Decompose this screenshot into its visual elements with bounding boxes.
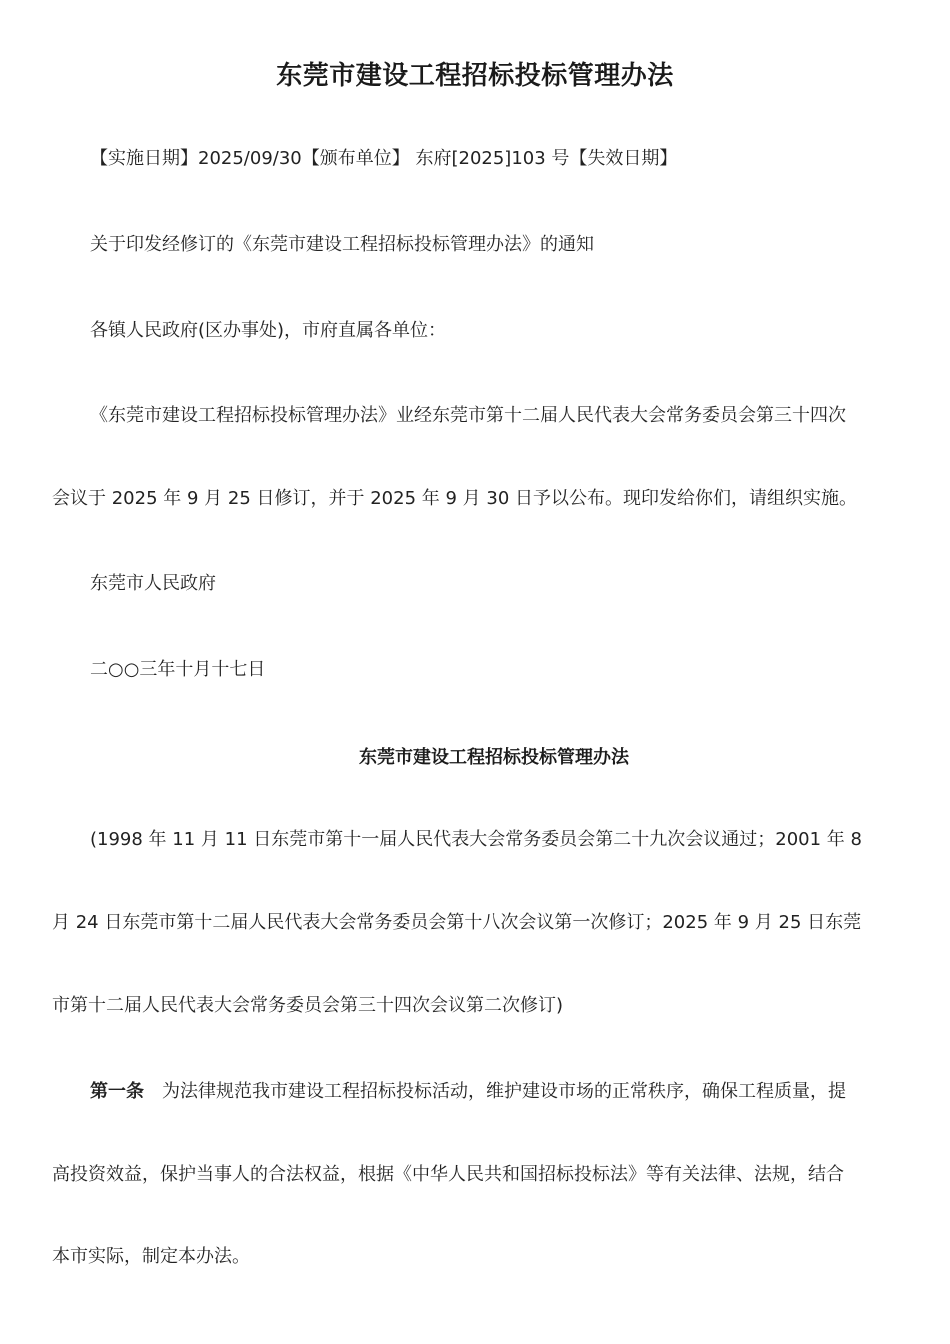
issue-date: 二○○三年十月十七日 [90, 659, 266, 680]
body-paragraph-line-2: 会议于 2025 年 9 月 25 日修订，并于 2025 年 9 月 30 日予以公布。现印发给你们，请组织实施。 [52, 488, 857, 509]
article-1-line-3: 本市实际，制定本办法。 [52, 1246, 250, 1267]
document-title: 东莞市建设工程招标投标管理办法 [276, 61, 674, 91]
notice-title: 关于印发经修订的《东莞市建设工程招标投标管理办法》的通知 [90, 234, 594, 255]
history-line-3: 市第十二届人民代表大会常务委员会第三十四次会议第二次修订) [52, 995, 564, 1016]
sub-title: 东莞市建设工程招标投标管理办法 [359, 747, 629, 768]
meta-line: 【实施日期】2025/09/30【颁布单位】 东府[2025]103 号【失效日期】 [90, 148, 678, 169]
signature: 东莞市人民政府 [90, 573, 216, 594]
article-1-line-2: 高投资效益，保护当事人的合法权益，根据《中华人民共和国招标投标法》等有关法律、法规，结合 [52, 1164, 844, 1185]
history-line-1: (1998 年 11 月 11 日东莞市第十一届人民代表大会常务委员会第二十九次会议通过；2001 年 8 [90, 829, 862, 850]
article-1-line-1 [90, 1080, 846, 1104]
article-1-text: 为法律规范我市建设工程招标投标活动，维护建设市场的正常秩序，确保工程质量，提 [162, 1081, 846, 1102]
body-paragraph-line-1: 《东莞市建设工程招标投标管理办法》业经东莞市第十二届人民代表大会常务委员会第三十四次 [90, 405, 846, 426]
addressee: 各镇人民政府(区办事处)，市府直属各单位： [90, 320, 447, 341]
history-line-2: 月 24 日东莞市第十二届人民代表大会常务委员会第十八次会议第一次修订；2025 年 9 月 25 日东莞 [52, 912, 862, 933]
article-1-label: 第一条 [90, 1081, 144, 1102]
